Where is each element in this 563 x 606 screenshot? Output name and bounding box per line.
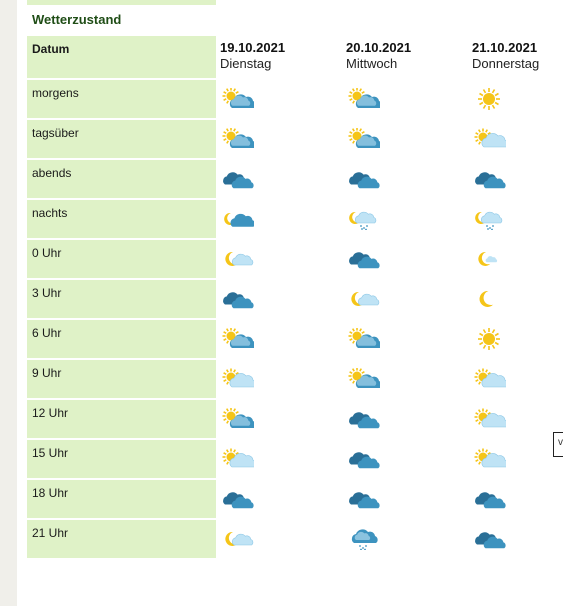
row-label-1-text: tagsüber <box>32 126 79 140</box>
row-label-8 <box>27 400 216 438</box>
moon-cloud-rain-icon <box>346 208 380 235</box>
row-label-4 <box>27 240 216 278</box>
row-label-3-text: nachts <box>32 206 68 220</box>
top-strip <box>27 0 216 5</box>
day-date: 19.10.2021 <box>220 40 286 55</box>
left-gutter <box>0 0 17 606</box>
moon-small-cloud-icon <box>472 248 506 275</box>
sun-cloud-dark-icon <box>346 88 380 115</box>
moon-cloud-rain-icon <box>472 208 506 235</box>
row-label-0 <box>27 80 216 118</box>
sun-cloud-dark-icon <box>346 368 380 395</box>
row-label-6-text: 6 Uhr <box>32 326 62 340</box>
cloudy-icon <box>472 528 506 555</box>
cloudy-icon <box>472 488 506 515</box>
sun-cloud-dark-icon <box>346 328 380 355</box>
cloudy-icon <box>346 248 380 275</box>
row-label-10-text: 18 Uhr <box>32 486 69 500</box>
row-label-4-text: 0 Uhr <box>32 246 62 260</box>
row-label-11 <box>27 520 216 558</box>
moon-cloud-dark-icon <box>220 208 254 235</box>
sun-cloud-light-icon <box>472 368 506 395</box>
sun-cloud-dark-icon <box>220 328 254 355</box>
row-label-1 <box>27 120 216 158</box>
row-label-5 <box>27 280 216 318</box>
row-label-2 <box>27 160 216 198</box>
sun-cloud-dark-icon <box>346 128 380 155</box>
cloudy-icon <box>346 488 380 515</box>
moon-cloud-light-icon <box>220 248 254 275</box>
edge-toggle-button[interactable] <box>553 432 563 457</box>
sun-cloud-dark-icon <box>220 128 254 155</box>
row-label-7-text: 9 Uhr <box>32 366 62 380</box>
row-label-7 <box>27 360 216 398</box>
row-label-11-text: 21 Uhr <box>32 526 69 540</box>
row-label-0-text: morgens <box>32 86 79 100</box>
row-label-5-text: 3 Uhr <box>32 286 62 300</box>
day-weekday: Donnerstag <box>472 56 540 71</box>
sun-cloud-light-icon <box>220 368 254 395</box>
day-date: 20.10.2021 <box>346 40 412 55</box>
edge-toggle-label: v <box>558 437 563 448</box>
row-label-datum-text: Datum <box>32 42 70 56</box>
row-label-10 <box>27 480 216 518</box>
cloudy-icon <box>346 168 380 195</box>
day-header-1 <box>346 40 411 72</box>
row-label-9-text: 15 Uhr <box>32 446 69 460</box>
day-weekday: Dienstag <box>220 56 272 71</box>
cloudy-icon <box>346 408 380 435</box>
sun-cloud-dark-icon <box>220 408 254 435</box>
section-title: Wetterzustand <box>32 12 122 27</box>
moon-icon <box>472 288 506 315</box>
sun-cloud-light-icon <box>472 128 506 155</box>
row-label-9 <box>27 440 216 478</box>
cloudy-icon <box>346 448 380 475</box>
sun-cloud-light-icon <box>220 448 254 475</box>
sun-icon <box>472 88 506 115</box>
row-label-3 <box>27 200 216 238</box>
cloudy-icon <box>220 288 254 315</box>
sun-cloud-light-icon <box>472 448 506 475</box>
row-label-6 <box>27 320 216 358</box>
sun-cloud-dark-icon <box>220 88 254 115</box>
cloudy-icon <box>472 168 506 195</box>
sun-icon <box>472 328 506 355</box>
cloud-rain-icon <box>346 528 380 555</box>
moon-cloud-light-icon <box>220 528 254 555</box>
cloudy-icon <box>220 168 254 195</box>
cloudy-icon <box>220 488 254 515</box>
row-label-8-text: 12 Uhr <box>32 406 69 420</box>
row-label-datum <box>27 36 216 78</box>
day-header-0 <box>220 40 285 72</box>
sun-cloud-light-icon <box>472 408 506 435</box>
day-weekday: Mittwoch <box>346 56 398 71</box>
day-date: 21.10.2021 <box>472 40 538 55</box>
moon-cloud-light-icon <box>346 288 380 315</box>
day-header-2 <box>472 40 539 72</box>
row-label-2-text: abends <box>32 166 72 180</box>
